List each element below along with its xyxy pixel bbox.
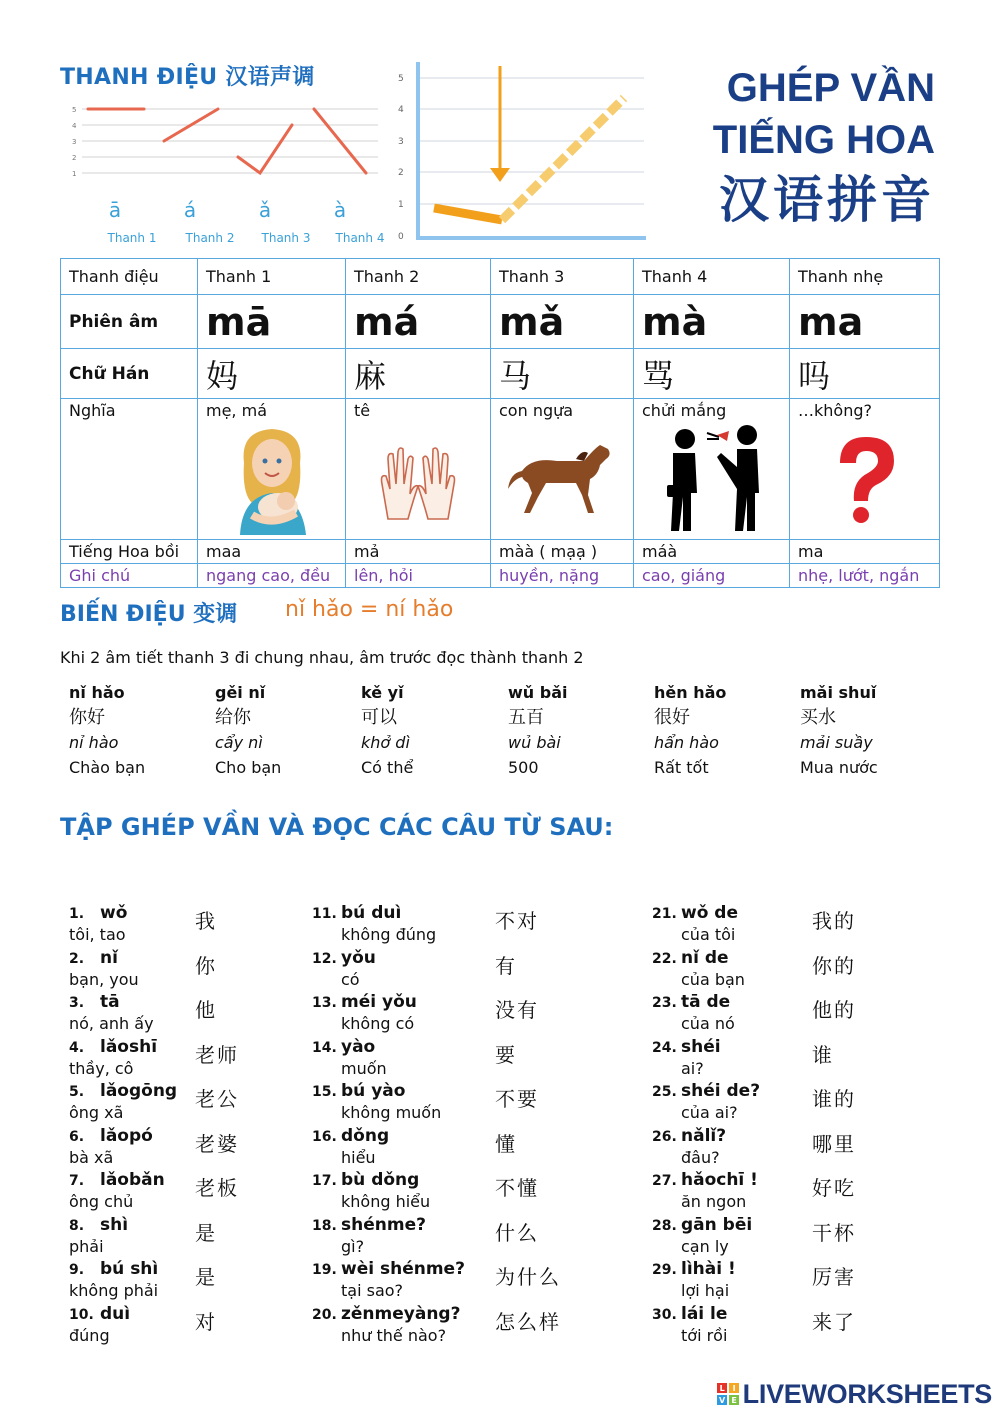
sandhi-example <box>508 682 648 782</box>
main-title-line1: GHÉP VẦN <box>726 66 935 110</box>
logo-mark-letter: I <box>732 1384 736 1393</box>
practice-item-meaning: nó, anh ấy <box>69 1014 154 1033</box>
practice-item-number: 20. <box>312 1306 337 1323</box>
example-pidgin: nỉ hào <box>69 733 119 752</box>
practice-item-pinyin: bú duì <box>341 903 402 923</box>
table-header-cell: Thanh 2 <box>346 259 491 295</box>
pinyin-cell: mā <box>198 295 346 349</box>
practice-item-pinyin: shéi de? <box>681 1081 761 1101</box>
practice-item-hanzi: 他 <box>195 998 217 1022</box>
table-header-cell: Thanh điệu <box>61 259 198 295</box>
practice-item-hanzi: 我 <box>195 909 217 933</box>
practice-item-number: 23. <box>652 995 677 1011</box>
dip-arrow-head <box>490 168 510 182</box>
practice-item-hanzi: 哪里 <box>812 1131 856 1156</box>
practice-item-number: 18. <box>312 1217 337 1234</box>
hanzi-cell: 马 <box>491 349 634 399</box>
example-hanzi: 很好 <box>654 707 690 728</box>
sandhi-formula: nǐ hǎo = ní hǎo <box>285 597 454 622</box>
practice-item-hanzi: 老板 <box>195 1176 239 1200</box>
practice-item-pinyin: tā <box>100 992 120 1012</box>
sandhi-example <box>361 682 501 782</box>
practice-item-pinyin: hǎochī ! <box>681 1170 758 1190</box>
example-hanzi: 五百 <box>508 707 544 728</box>
notes-row-label: Ghi chú <box>61 563 198 587</box>
practice-item <box>652 1304 962 1348</box>
sandhi-example <box>69 682 209 782</box>
logo-mark-letter: L <box>719 1384 725 1393</box>
pinyin-row-label: Phiên âm <box>61 295 198 349</box>
meaning-cell: chửi mắng <box>634 399 790 423</box>
practice-item-hanzi: 是 <box>195 1265 217 1289</box>
dip-low-segment <box>434 208 502 220</box>
example-pidgin: cẩy nì <box>215 733 263 752</box>
table-row-meaning <box>61 399 940 423</box>
practice-item <box>652 903 962 947</box>
practice-item-pinyin: bú yào <box>341 1081 406 1101</box>
practice-item-pinyin: duì <box>100 1303 131 1324</box>
example-meaning: Chào bạn <box>69 758 146 777</box>
practice-item <box>652 1037 962 1081</box>
tone-tick-1: 1 <box>72 170 77 178</box>
tone-section-title <box>60 60 315 91</box>
example-pinyin: hěn hǎo <box>654 683 727 702</box>
practice-item-meaning: như thế nào? <box>341 1325 447 1345</box>
practice-item-number: 5. <box>69 1084 85 1100</box>
practice-item-number: 25. <box>652 1084 677 1100</box>
tone3-dip-chart <box>392 58 650 248</box>
tone-chart-grid <box>82 109 378 173</box>
practice-item <box>652 1259 962 1303</box>
numb-hands-illustration <box>346 423 491 540</box>
practice-item-hanzi: 好吃 <box>812 1176 856 1200</box>
hanzi-cell: 妈 <box>198 349 346 399</box>
example-hanzi: 可以 <box>361 707 397 728</box>
liveworksheets-logo <box>717 1379 992 1410</box>
example-pinyin: mǎi shuǐ <box>800 683 877 702</box>
table-row-pidgin <box>61 539 940 563</box>
practice-item-number: 21. <box>652 906 677 922</box>
tone-tick-5: 5 <box>72 106 77 114</box>
tone2-label: Thanh 2 <box>185 231 235 245</box>
practice-item-pinyin: gān bēi <box>681 1214 753 1235</box>
practice-item-hanzi: 对 <box>195 1309 217 1334</box>
tone4-label: Thanh 4 <box>335 231 385 245</box>
dip-tick-3: 3 <box>398 137 404 147</box>
practice-item-number: 16. <box>312 1128 337 1145</box>
practice-item <box>652 1081 962 1125</box>
tone1-label: Thanh 1 <box>107 231 157 245</box>
example-pinyin: kě yǐ <box>361 683 404 702</box>
practice-item-hanzi: 老师 <box>195 1042 239 1067</box>
practice-item-hanzi: 不懂 <box>495 1176 539 1200</box>
practice-item-hanzi: 为什么 <box>495 1265 561 1289</box>
pidgin-cell: màà ( mạạ ) <box>491 539 634 563</box>
liveworksheets-logo-icon <box>717 1383 739 1405</box>
practice-item-meaning: đâu? <box>681 1147 720 1167</box>
tone-title-vi: THANH ĐIỆU <box>60 65 218 90</box>
main-title <box>713 62 935 234</box>
practice-item-number: 13. <box>312 995 337 1011</box>
practice-item-meaning: có <box>341 969 360 989</box>
practice-item <box>652 992 962 1036</box>
practice-item-number: 8. <box>69 1217 85 1234</box>
practice-item-pinyin: bú shì <box>100 1259 159 1279</box>
example-meaning: Rất tốt <box>654 758 709 777</box>
tone-tick-4: 4 <box>72 122 77 130</box>
practice-item-hanzi: 你的 <box>812 953 856 978</box>
pidgin-row-label: Tiếng Hoa bồi <box>61 539 198 563</box>
practice-item-meaning: không có <box>341 1014 415 1033</box>
practice-item-meaning: thầy, cô <box>69 1058 134 1078</box>
logo-mark-letter: V <box>718 1396 725 1405</box>
example-pidgin: mải suầy <box>800 733 873 752</box>
practice-item-meaning: của ai? <box>681 1103 738 1122</box>
practice-item-pinyin: lǎoshī <box>100 1036 158 1057</box>
mother-baby-illustration <box>198 423 346 540</box>
practice-item-number: 15. <box>312 1084 337 1100</box>
tone4-mark: à <box>333 198 347 222</box>
tone-tick-2: 2 <box>72 154 77 162</box>
example-pinyin: wǔ bǎi <box>508 683 568 702</box>
practice-item-meaning: gì? <box>341 1236 365 1256</box>
practice-item-meaning: phải <box>69 1236 104 1256</box>
practice-item <box>652 1170 962 1214</box>
practice-item-meaning: ông xã <box>69 1103 124 1122</box>
practice-item-meaning: tới rồi <box>681 1325 728 1345</box>
practice-item-meaning: tại sao? <box>341 1281 404 1300</box>
practice-item-hanzi: 谁的 <box>812 1087 856 1111</box>
practice-item-meaning: không phải <box>69 1281 159 1300</box>
example-meaning: Cho bạn <box>215 758 282 777</box>
practice-item-number: 2. <box>69 950 85 967</box>
practice-item-hanzi: 有 <box>495 953 517 978</box>
table-row-hanzi <box>61 349 940 399</box>
practice-item-hanzi: 没有 <box>495 998 539 1022</box>
pidgin-cell: máà <box>634 539 790 563</box>
tone2-mark: á <box>183 198 197 222</box>
horse-illustration <box>491 423 634 540</box>
practice-item-number: 22. <box>652 950 677 967</box>
practice-item-pinyin: lǎopó <box>100 1125 153 1146</box>
practice-item-pinyin: nǐ <box>100 947 118 968</box>
practice-item-meaning: của bạn <box>681 969 745 989</box>
table-header-cell: Thanh 1 <box>198 259 346 295</box>
tone-title-cn: 汉语声调 <box>225 64 315 90</box>
practice-item-meaning: bạn, you <box>69 969 139 989</box>
practice-item-hanzi: 他的 <box>812 998 856 1022</box>
tone3-mark: ǎ <box>258 198 272 222</box>
dip-tick-0: 0 <box>398 232 404 242</box>
practice-item-hanzi: 谁 <box>812 1042 834 1067</box>
practice-item-meaning: bà xã <box>69 1147 114 1167</box>
practice-item-number: 3. <box>69 995 85 1011</box>
practice-item-number: 1. <box>69 906 85 922</box>
practice-item-number: 30. <box>652 1306 677 1323</box>
practice-item <box>652 1126 962 1170</box>
practice-item-pinyin: yào <box>341 1036 376 1057</box>
practice-item-number: 12. <box>312 950 337 967</box>
question-mark-icon <box>790 423 940 540</box>
practice-item-pinyin: wǒ <box>100 903 128 923</box>
practice-item-number: 11. <box>312 906 337 922</box>
practice-item-meaning: tôi, tao <box>69 925 126 944</box>
practice-item-meaning: ai? <box>681 1058 704 1078</box>
sandhi-title-cn: 变调 <box>193 601 238 627</box>
tone3-label: Thanh 3 <box>261 231 311 245</box>
practice-item-pinyin: nǐ de <box>681 947 729 968</box>
practice-item-pinyin: bù dǒng <box>341 1170 420 1190</box>
practice-item-pinyin: tā de <box>681 992 731 1012</box>
pinyin-cell: mà <box>634 295 790 349</box>
pidgin-cell: ma <box>790 539 940 563</box>
example-pinyin: nǐ hǎo <box>69 683 125 702</box>
main-title-cn: 汉语拼音 <box>719 170 935 229</box>
practice-item-number: 24. <box>652 1039 677 1056</box>
practice-item-hanzi: 你 <box>195 953 217 978</box>
practice-item-hanzi: 不对 <box>495 909 539 933</box>
note-cell: lên, hỏi <box>346 563 491 587</box>
dip-tick-5: 5 <box>398 74 404 84</box>
practice-item-meaning: ăn ngon <box>681 1192 747 1211</box>
practice-item-hanzi: 什么 <box>495 1220 539 1245</box>
dip-tick-1: 1 <box>398 200 404 210</box>
practice-item <box>312 1215 622 1259</box>
practice-item-hanzi: 老婆 <box>195 1131 239 1156</box>
hanzi-cell: 骂 <box>634 349 790 399</box>
practice-item-number: 10. <box>69 1306 94 1323</box>
practice-item-pinyin: yǒu <box>341 947 376 968</box>
main-title-line2: TIẾNG HOA <box>712 118 935 162</box>
example-hanzi: 给你 <box>215 707 251 728</box>
practice-item-meaning: của nó <box>681 1014 735 1033</box>
practice-item-meaning: hiểu <box>341 1147 376 1167</box>
hanzi-row-label: Chữ Hán <box>61 349 198 399</box>
table-header-cell: Thanh 3 <box>491 259 634 295</box>
practice-item-hanzi: 懂 <box>495 1131 517 1156</box>
practice-item-hanzi: 干杯 <box>812 1220 856 1245</box>
note-cell: cao, giáng <box>634 563 790 587</box>
note-cell: huyền, nặng <box>491 563 634 587</box>
sandhi-section-title <box>60 597 237 628</box>
practice-item-hanzi: 我的 <box>812 909 856 933</box>
tone-tick-3: 3 <box>72 138 77 146</box>
example-meaning: Có thể <box>361 758 414 777</box>
meaning-cell: mẹ, má <box>198 399 346 423</box>
practice-item <box>312 1037 622 1081</box>
practice-item <box>312 1259 622 1303</box>
example-meaning: 500 <box>508 758 539 777</box>
practice-item <box>312 1170 622 1214</box>
practice-item-number: 26. <box>652 1128 677 1145</box>
practice-item-number: 28. <box>652 1217 677 1234</box>
note-cell: ngang cao, đều <box>198 563 346 587</box>
meaning-cell: con ngựa <box>491 399 634 423</box>
pinyin-cell: ma <box>790 295 940 349</box>
practice-item <box>312 948 622 992</box>
practice-item-meaning: không đúng <box>341 925 437 944</box>
practice-item-pinyin: wèi shénme? <box>341 1259 465 1279</box>
practice-item <box>652 948 962 992</box>
note-cell: nhẹ, lướt, ngắn <box>790 563 940 587</box>
example-pidgin: khở dì <box>361 733 410 752</box>
pinyin-cell: mǎ <box>491 295 634 349</box>
example-meaning: Mua nước <box>800 758 878 777</box>
example-hanzi: 你好 <box>69 707 105 728</box>
practice-item <box>312 1126 622 1170</box>
practice-item-meaning: đúng <box>69 1325 110 1345</box>
practice-item <box>312 903 622 947</box>
example-hanzi: 买水 <box>800 707 836 728</box>
practice-item-number: 7. <box>69 1173 85 1189</box>
logo-text: LIVEWORKSHEETS <box>742 1379 992 1409</box>
practice-item-meaning: không hiểu <box>341 1192 431 1211</box>
tone3-contour <box>238 125 292 173</box>
hanzi-cell: 吗 <box>790 349 940 399</box>
practice-item-pinyin: lǎobǎn <box>100 1170 165 1190</box>
practice-item-number: 9. <box>69 1262 85 1278</box>
practice-item-number: 17. <box>312 1173 337 1189</box>
practice-item-meaning: của tôi <box>681 925 736 944</box>
practice-item-number: 4. <box>69 1039 85 1056</box>
practice-item-pinyin: shéi <box>681 1036 721 1057</box>
practice-item-pinyin: nǎlǐ? <box>681 1125 727 1146</box>
table-row-pinyin <box>61 295 940 349</box>
practice-item <box>312 992 622 1036</box>
practice-item-number: 27. <box>652 1173 677 1189</box>
table-row-images <box>61 423 940 540</box>
meaning-cell: tê <box>346 399 491 423</box>
practice-item-pinyin: lǎogōng <box>100 1081 178 1101</box>
practice-item <box>652 1215 962 1259</box>
practice-item-hanzi: 怎么样 <box>495 1309 561 1334</box>
practice-item-pinyin: lái le <box>681 1303 728 1324</box>
practice-item-number: 29. <box>652 1262 677 1278</box>
sandhi-example <box>654 682 794 782</box>
meaning-cell: …không? <box>790 399 940 423</box>
example-pidgin: wủ bài <box>508 733 561 752</box>
dip-rise-segment <box>502 98 624 220</box>
tone1-mark: ā <box>108 198 122 222</box>
dip-tick-4: 4 <box>398 105 404 115</box>
practice-item-hanzi: 要 <box>495 1042 517 1067</box>
dip-tick-2: 2 <box>398 168 404 178</box>
practice-item-meaning: cạn ly <box>681 1236 729 1256</box>
practice-item-number: 14. <box>312 1039 337 1056</box>
hanzi-cell: 麻 <box>346 349 491 399</box>
practice-item-hanzi: 老公 <box>195 1087 239 1111</box>
tone-contour-chart <box>60 95 390 250</box>
practice-item <box>312 1304 622 1348</box>
practice-item-meaning: không muốn <box>341 1103 442 1122</box>
table-header-cell: Thanh 4 <box>634 259 790 295</box>
practice-item-pinyin: lìhài ! <box>681 1259 736 1279</box>
meaning-row-label: Nghĩa <box>61 399 198 423</box>
practice-item <box>312 1081 622 1125</box>
table-header-cell: Thanh nhẹ <box>790 259 940 295</box>
practice-item-number: 6. <box>69 1128 85 1145</box>
table-row-header <box>61 259 940 295</box>
sandhi-example <box>800 682 940 782</box>
practice-item-pinyin: dǒng <box>341 1125 390 1146</box>
table-row-notes <box>61 563 940 587</box>
example-pinyin: gěi nǐ <box>215 683 266 702</box>
pidgin-cell: maa <box>198 539 346 563</box>
pinyin-cell: má <box>346 295 491 349</box>
practice-item-pinyin: méi yǒu <box>341 992 417 1012</box>
sandhi-description: Khi 2 âm tiết thanh 3 đi chung nhau, âm trước đọc thành thanh 2 <box>60 648 584 667</box>
sandhi-title-vi: BIẾN ĐIỆU <box>60 602 186 627</box>
practice-item-hanzi: 厉害 <box>812 1265 856 1289</box>
practice-item-number: 19. <box>312 1262 337 1278</box>
practice-item-meaning: lợi hại <box>681 1281 730 1300</box>
sandhi-example <box>215 682 355 782</box>
practice-item-meaning: ông chủ <box>69 1192 134 1211</box>
pidgin-cell: mả <box>346 539 491 563</box>
example-pidgin: hẩn hào <box>654 733 719 752</box>
tone-table <box>60 258 940 588</box>
practice-item-pinyin: wǒ de <box>681 903 739 923</box>
logo-mark-letter: E <box>731 1396 737 1405</box>
practice-item-hanzi: 不要 <box>495 1087 539 1111</box>
practice-item-pinyin: shénme? <box>341 1214 426 1235</box>
practice-item-hanzi: 是 <box>195 1220 217 1245</box>
practice-item-pinyin: shì <box>100 1214 129 1235</box>
practice-item-hanzi: 来了 <box>812 1309 856 1334</box>
practice-item-meaning: muốn <box>341 1058 387 1078</box>
practice-section-title: TẬP GHÉP VẦN VÀ ĐỌC CÁC CÂU TỪ SAU: <box>60 813 614 841</box>
scolding-figures-illustration <box>634 423 790 540</box>
practice-item-pinyin: zěnmeyàng? <box>341 1303 461 1324</box>
